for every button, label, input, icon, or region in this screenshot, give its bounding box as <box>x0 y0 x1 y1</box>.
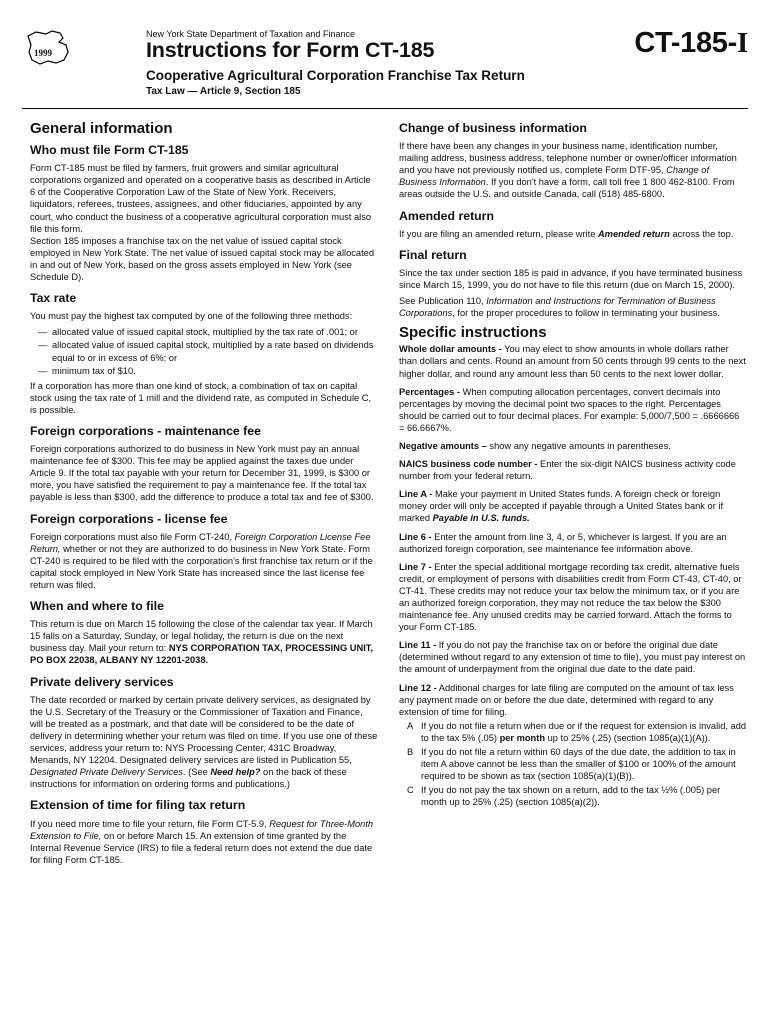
dash-marker: — <box>38 365 48 376</box>
list-item-text: allocated value of issued capital stock, multiplied by a rate based on dividends equal to or in excess of 6%; or <box>52 340 374 363</box>
percentages-text <box>399 386 747 434</box>
text-run: Enter the special additional mortgage recording tax credit, alternative fuels credit, or employment of persons with disabilities credit from Form CT-43, CT-40, or CT-41. These credits may not reduce your tax below the minimum tax, or if you are an authorized foreign corporation, they may not reduce the tax below the $300 maintenance fee. Any unused credits may be carried forward. Attach the forms to your Form CT-185. <box>399 561 742 633</box>
term-label: NAICS business code number - <box>399 459 538 470</box>
form-title: Instructions for Form CT-185 <box>146 38 435 62</box>
specific-instructions-heading: Specific instructions <box>399 324 547 342</box>
text-run: Additional charges for late filing are computed on the amount of tax less any payment made on or before the due date, determined with regard to any extension of time for filing. <box>399 682 734 717</box>
form-ct240-title: Foreign Corporation License Fee Return, <box>30 531 371 554</box>
text-run: If you do not pay the tax shown on a return, add to the tax ½% (.005) per month up to 25% (.25) (section 1085(a)(2)). <box>421 785 721 808</box>
text-run: up to 25% (.25) (section 1085(a)(1)(A)). <box>545 732 711 743</box>
who-must-file-heading: Who must file Form CT-185 <box>30 143 189 158</box>
general-info-heading: General information <box>30 120 173 137</box>
text-run: The date recorded or marked by certain private delivery services, as designated by the U.S. Secretary of the Treasury or the Commissioner of Taxation and Finance, will be treated as a postmark, and that date will be considered to be the date of delivery in determining whether your return was filed on time. If you use one of these services, address your return to: NYS Processing Center, 431C Broadway, Menands, NY 12204. Designated delivery services are listed in Publication 55, <box>30 694 378 766</box>
when-where-text <box>30 618 378 666</box>
nys-state-logo-icon <box>26 30 70 66</box>
text-run: . (See <box>182 767 211 778</box>
whole-dollar-text <box>399 343 747 379</box>
who-must-file-text-2: Section 185 imposes a franchise tax on the net value of issued capital stock employed in New York State. The net value of issued capital stock may be allocated in and out of New York, based on the gross assets employed in New York (see Schedule D). <box>30 235 375 283</box>
form-subtitle: Cooperative Agricultural Corporation Franchise Tax Return <box>146 68 525 83</box>
text-run: When computing allocation percentages, convert decimals into percentages by moving the decimal point two spaces to the right. Percentages should be carried out to four decimal places. For example: 5,000/7,500 = .6666666 = 66.6667%. <box>399 386 740 433</box>
form-id-suffix: I <box>737 27 748 59</box>
dash-marker: — <box>38 340 48 351</box>
list-item <box>399 720 747 744</box>
item-marker: A <box>407 720 414 731</box>
license-fee-heading: Foreign corporations - license fee <box>30 511 228 526</box>
department-name: New York State Department of Taxation and Finance <box>146 29 355 39</box>
text-run: Enter the six-digit NAICS business activity code number from your federal return. <box>399 459 736 482</box>
text-run: Enter the amount from line 3, 4, or 5, whichever is largest. If you are an authorized foreign corporation, see maintenance fee information above. <box>399 531 727 554</box>
text-run: , for the proper procedures to follow in terminating your business. <box>452 308 720 319</box>
private-delivery-heading: Private delivery services <box>30 674 174 689</box>
final-return-heading: Final return <box>399 247 467 262</box>
dash-marker: — <box>38 327 48 338</box>
form-id <box>634 27 748 60</box>
term-label: Percentages - <box>399 386 460 397</box>
private-delivery-text <box>30 694 378 791</box>
text-run: If you do not pay the franchise tax on or before the original due date (determined without regard to any extension of time to file), you must pay interest on the amount of underpayment from the original due date to the date paid. <box>399 640 746 675</box>
text-run: If there have been any changes in your business name, identification number, mailing address, business address, telephone number or owner/officer information and you have not previously notified us, complete Form DTF-95, <box>399 141 737 176</box>
who-must-file-text-1: Form CT-185 must be filed by farmers, fruit growers and similar agricultural corporations organized and operated on a cooperative basis as described in Article 6 of the Cooperative Corporation Law of the State of New York. Receivers, liquidators, referees, trustees, assignees, and other fiduciaries, appointed by any court, who conduct the business of a cooperative agricultural corporation must also file this form. <box>30 163 372 234</box>
list-item <box>30 339 378 363</box>
negative-amounts-text <box>399 440 747 452</box>
maintenance-fee-text: Foreign corporations authorized to do business in New York must pay an annual maintenance fee of $300. This fee may be applied against the taxes due under Article 9. If the total tax payable with your return for December 31, 1999, is $300 or more, you have satisfied the requirement to pay a maintenance fee. If the total tax payable is less than $300, add the difference to produce a total tax and fee of $300. <box>30 444 374 503</box>
text-run: If you do not file a return within 60 days of the due date, the addition to tax in item A above cannot be less than the smaller of $100 or 100% of the amount required to be shown as tax (section 1085(a)(1)(B)). <box>421 747 736 782</box>
term-label: Negative amounts – <box>399 440 487 451</box>
term-label: Whole dollar amounts - <box>399 344 502 355</box>
text-run: show any negative amounts in parentheses. <box>486 440 671 451</box>
list-item <box>399 746 747 782</box>
list-item <box>30 326 378 338</box>
text-run: If you are filing an amended return, please write <box>399 228 598 239</box>
form-ct59-title: Request for Three-Month Extension to File, <box>30 818 374 841</box>
list-item <box>30 365 378 377</box>
amended-return-heading: Amended return <box>399 208 494 223</box>
item-marker: B <box>407 747 414 758</box>
list-item-text: minimum tax of $10. <box>52 365 136 376</box>
term-label: Line 6 - <box>399 531 432 542</box>
when-where-heading: When and where to file <box>30 599 164 614</box>
line-12-text <box>399 682 747 718</box>
final-return-text-1: Since the tax under section 185 is paid in advance, if you have terminated business since March 15, 1999, you do not have to file this return (due on March 15, 2000). <box>399 267 743 290</box>
change-business-heading: Change of business information <box>399 121 587 135</box>
text-run: You may elect to show amounts in whole dollars rather than dollars and cents. Round an amount from 50 cents through 99 cents to the next higher dollar, and round any amount less than 50 cents to the next lower dollar. <box>399 344 746 379</box>
line-11-text <box>399 639 747 675</box>
list-item-text: allocated value of issued capital stock, multiplied by the tax rate of .001; or <box>52 327 358 338</box>
line-7-text <box>399 561 747 634</box>
late-filing-charges-list <box>399 720 747 809</box>
publication-55-title: Designated Private Delivery Services <box>30 767 183 778</box>
payable-us-funds-label: Payable in U.S. funds. <box>432 513 530 524</box>
text-run: If you do not file a return when due or if the request for extension is invalid, add to the tax 5% (.05) <box>421 720 747 743</box>
tax-law-reference: Tax Law — Article 9, Section 185 <box>146 86 301 97</box>
text-run: See Publication 110, <box>399 296 487 307</box>
term-label: Line A - <box>399 489 433 500</box>
tax-rate-heading: Tax rate <box>30 291 77 306</box>
text-run: across the top. <box>669 228 734 239</box>
left-column <box>30 118 378 870</box>
line-a-text <box>399 488 747 524</box>
maintenance-fee-heading: Foreign corporations - maintenance fee <box>30 423 261 438</box>
list-item <box>399 784 747 808</box>
item-marker: C <box>407 785 414 796</box>
amended-return-text <box>399 228 747 240</box>
term-label: Line 7 - <box>399 561 432 572</box>
naics-text <box>399 458 747 482</box>
text-run: whether or not they are authorized to do business in New York State. Form CT-240 is required to be filed with the corporation's first franchise tax return or if the capital stock employed in New York State has increased since the last license fee return was filed. <box>30 543 373 590</box>
extension-heading: Extension of time for filing tax return <box>30 798 246 813</box>
tax-rate-methods-list <box>30 326 378 376</box>
tax-rate-intro: You must pay the highest tax computed by one of the following three methods: <box>30 311 353 322</box>
extension-text <box>30 818 378 866</box>
text-run: Make your payment in United States funds. A foreign check or foreign money order will only be accepted if payable through a United States bank or if marked <box>399 489 724 524</box>
form-dtf95-title: Change of Business Information <box>399 165 710 188</box>
mailing-address: NYS CORPORATION TAX, PROCESSING UNIT, PO BOX 22038, ALBANY NY 12201-2038. <box>30 643 374 666</box>
change-business-text <box>399 140 747 200</box>
final-return-text-2 <box>399 295 747 319</box>
term-label: Line 12 - <box>399 682 437 693</box>
logo-year: 1999 <box>34 48 52 58</box>
text-run: This return is due on March 15 following the close of the calendar tax year. If March 15 falls on a Saturday, Sunday, or legal holiday, the return is due on the next business day. Mail your return to: <box>30 619 373 654</box>
text-run: . If you don't have a form, call toll free 1 800 462-8100. From areas outside the U.S. and outside Canada, call (518) 485-6800. <box>399 177 735 200</box>
text-run: Foreign corporations must also file Form CT-240, <box>30 531 235 542</box>
license-fee-text <box>30 531 378 591</box>
term-label: Line 11 - <box>399 640 437 651</box>
per-month-label: per month <box>499 732 546 743</box>
header-divider <box>22 108 748 109</box>
text-run: on or before March 15. An extension of time granted by the Internal Revenue Service (IRS) to file a federal return does not extend the due date for filing Form CT-185. <box>30 830 373 865</box>
tax-rate-combination-text: If a corporation has more than one kind of stock, a combination of tax on capital stock using the tax rate of 1 mill and the dividend rate, as computed in Schedule C, is possible. <box>30 380 372 415</box>
amended-return-label: Amended return <box>597 228 670 239</box>
text-run: If you need more time to file your return, file Form CT-5.9, <box>30 818 270 829</box>
text-run: on the back of these instructions for information on ordering forms and publications.) <box>30 767 347 790</box>
right-column <box>399 118 747 811</box>
line-6-text <box>399 531 747 555</box>
publication-110-title: Information and Instructions for Termination of Business Corporations <box>399 296 716 319</box>
need-help-reference: Need help? <box>210 767 261 778</box>
form-id-prefix: CT-185- <box>634 27 737 59</box>
